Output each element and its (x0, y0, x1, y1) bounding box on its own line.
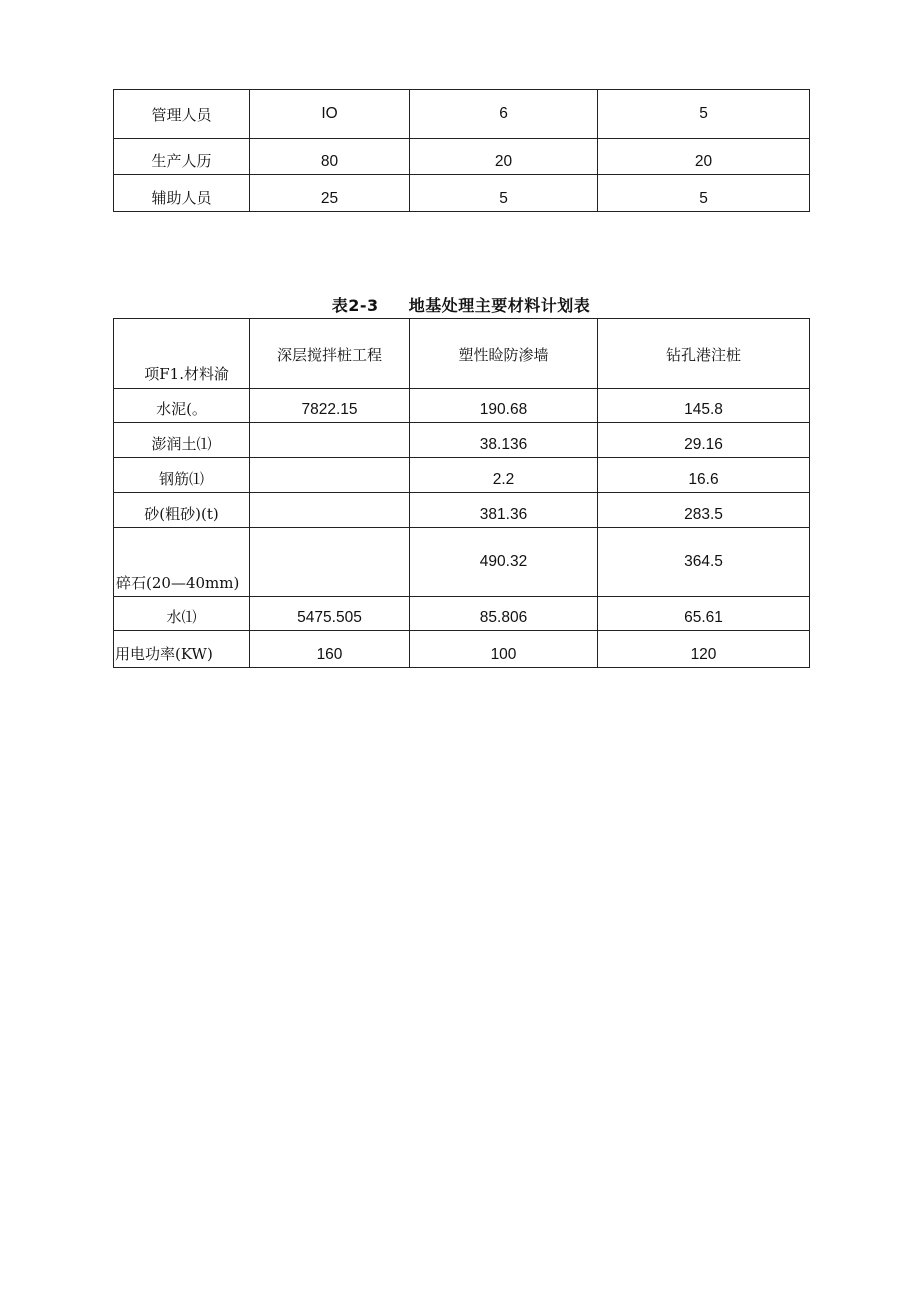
header-row (114, 319, 810, 389)
table-row (114, 90, 810, 139)
table-cell (250, 493, 410, 528)
row-label: 生产人历 (114, 139, 250, 175)
table-cell: 7822.15 (250, 389, 410, 423)
row-label: 澎润土⑴ (114, 423, 250, 458)
column-header: 塑性睑防渗墙 (410, 319, 598, 389)
table-number: 表2-3 (331, 296, 379, 315)
table-cell: 5 (410, 175, 598, 212)
table-cell (250, 423, 410, 458)
row-label: 管理人员 (114, 90, 250, 139)
table-row (114, 597, 810, 631)
table-cell: 5 (598, 90, 810, 139)
row-label: 钢筋⑴ (114, 458, 250, 493)
table-cell: 2.2 (410, 458, 598, 493)
table-cell: 145.8 (598, 389, 810, 423)
table-cell: IO (250, 90, 410, 139)
table-row (114, 493, 810, 528)
table-cell: 29.16 (598, 423, 810, 458)
table-row (114, 139, 810, 175)
table-cell: 5475.505 (250, 597, 410, 631)
column-header: 钻孔港注桩 (598, 319, 810, 389)
table-cell: 364.5 (598, 528, 810, 597)
table-cell: 283.5 (598, 493, 810, 528)
table-cell: 120 (598, 631, 810, 668)
row-label: 碎石(20—40mm) (114, 528, 250, 597)
staff-table (113, 89, 810, 212)
table-cell: 490.32 (410, 528, 598, 597)
table-row (114, 175, 810, 212)
table-cell: 381.36 (410, 493, 598, 528)
table-cell (250, 528, 410, 597)
row-label: 用电功率(KW) (114, 631, 250, 668)
corner-header: 项F1.材料渝 (114, 319, 250, 389)
table-cell: 65.61 (598, 597, 810, 631)
table-caption: 地基处理主要材料计划表 (408, 296, 591, 315)
material-table (113, 318, 810, 668)
table-cell: 6 (410, 90, 598, 139)
table-cell (250, 458, 410, 493)
table-cell: 100 (410, 631, 598, 668)
table-title (113, 293, 809, 316)
row-label: 水泥(。 (114, 389, 250, 423)
table-cell: 160 (250, 631, 410, 668)
table-cell: 25 (250, 175, 410, 212)
row-label: 辅助人员 (114, 175, 250, 212)
table-row (114, 423, 810, 458)
table-row (114, 458, 810, 493)
table-row (114, 528, 810, 597)
column-header: 深层搅拌桩工程 (250, 319, 410, 389)
table-cell: 80 (250, 139, 410, 175)
table-row (114, 631, 810, 668)
row-label: 水⑴ (114, 597, 250, 631)
table-cell: 190.68 (410, 389, 598, 423)
table-cell: 16.6 (598, 458, 810, 493)
table-cell: 85.806 (410, 597, 598, 631)
table-cell: 20 (410, 139, 598, 175)
table-row (114, 389, 810, 423)
table-cell: 5 (598, 175, 810, 212)
table-cell: 38.136 (410, 423, 598, 458)
table-cell: 20 (598, 139, 810, 175)
row-label: 砂(粗砂)(t) (114, 493, 250, 528)
